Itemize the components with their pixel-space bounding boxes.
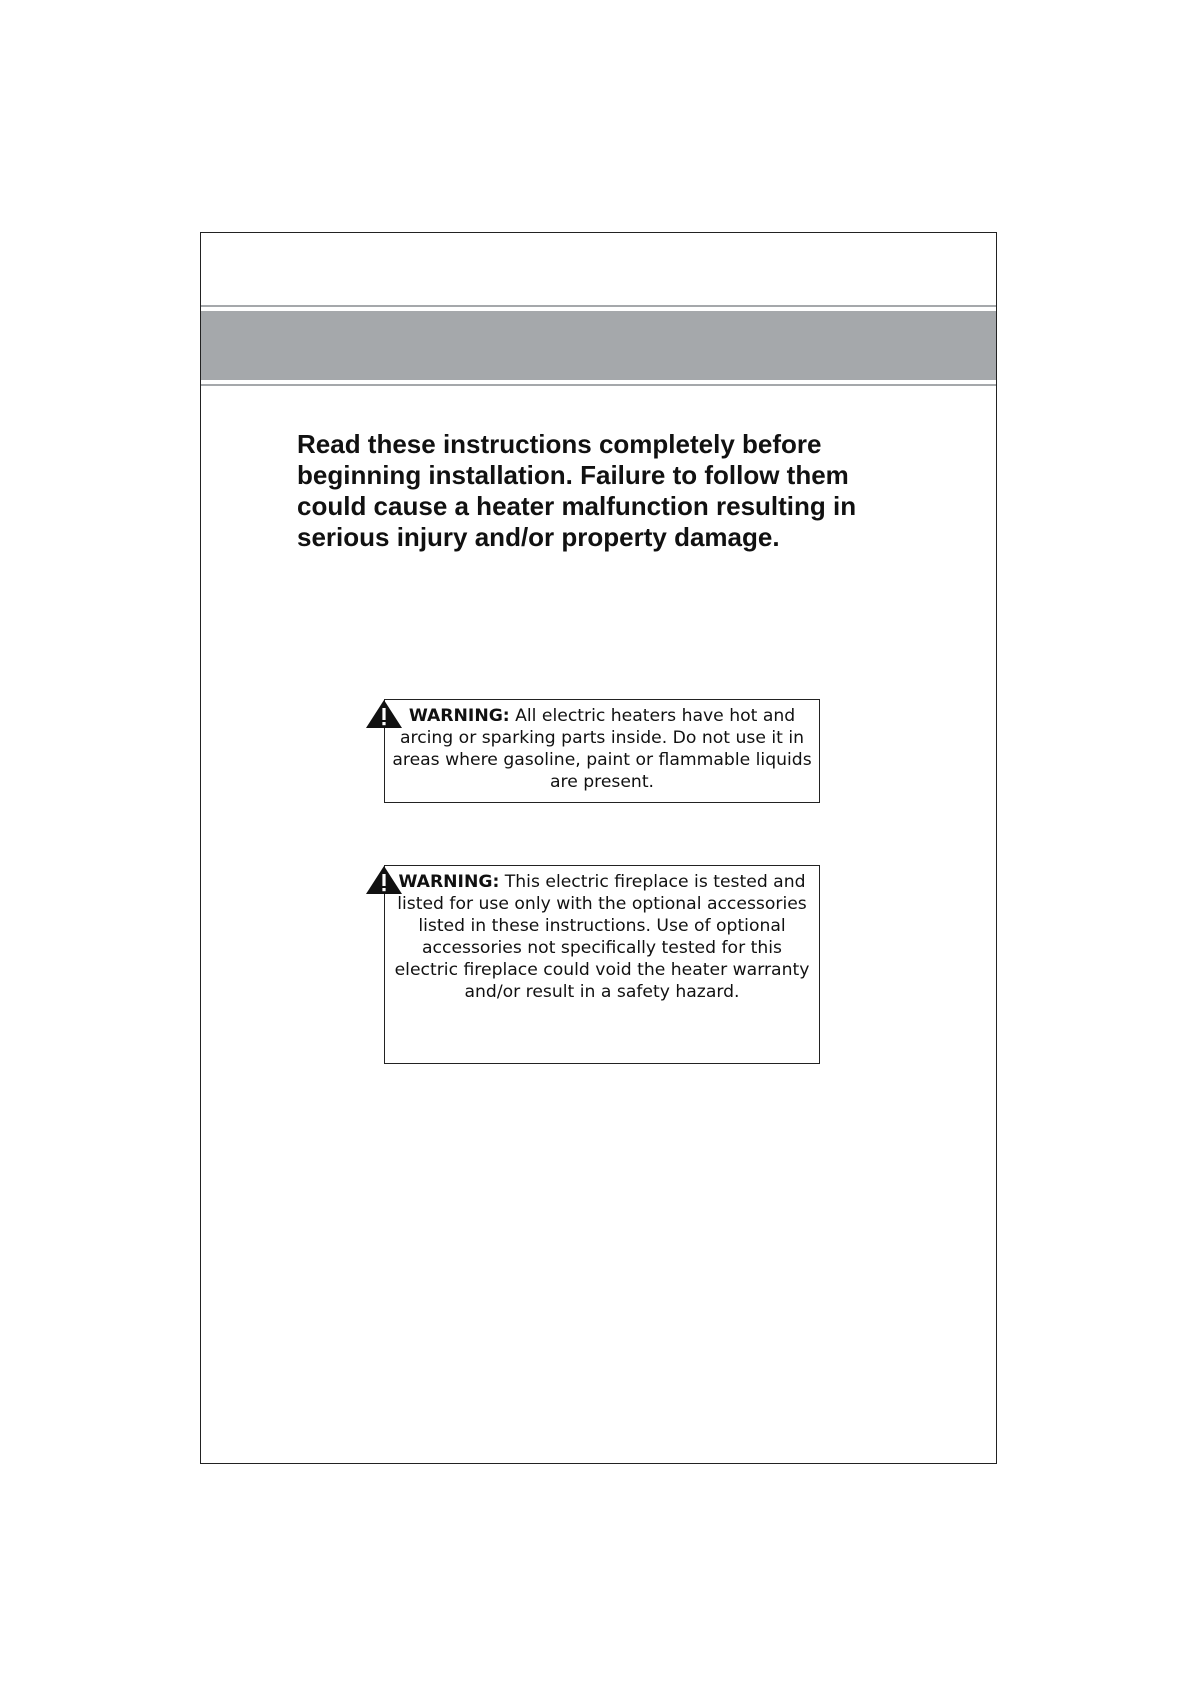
warning-box-optional-accessories (384, 865, 820, 1064)
intro-instructions: Read these instructions completely before beginning installation. Failure to follow them could cause a heater malfunction resulting in serious injury and/or property damage. (297, 429, 857, 552)
warning-label: WARNING: (408, 706, 510, 726)
header-band-bottom-rule (201, 384, 996, 386)
warning-box-electric-heaters (384, 699, 820, 803)
warning-triangle-icon (365, 699, 403, 729)
warning-text: All electric heaters have hot and arcing or sparking parts inside. Do not use it in areas where gasoline, paint or flammable liquids are present. (392, 706, 812, 792)
warning-text: This electric fireplace is tested and listed for use only with the optional accessories listed in these instructions. Use of optional accessories not specifically tested for this electric fireplace could void the heater warranty and/or result in a safety hazard. (394, 872, 810, 1002)
header-band-top-rule (201, 305, 996, 307)
warning-label: WARNING: (398, 872, 500, 892)
warning-triangle-icon (365, 865, 403, 895)
header-band (201, 311, 996, 380)
page-frame (200, 232, 997, 1464)
